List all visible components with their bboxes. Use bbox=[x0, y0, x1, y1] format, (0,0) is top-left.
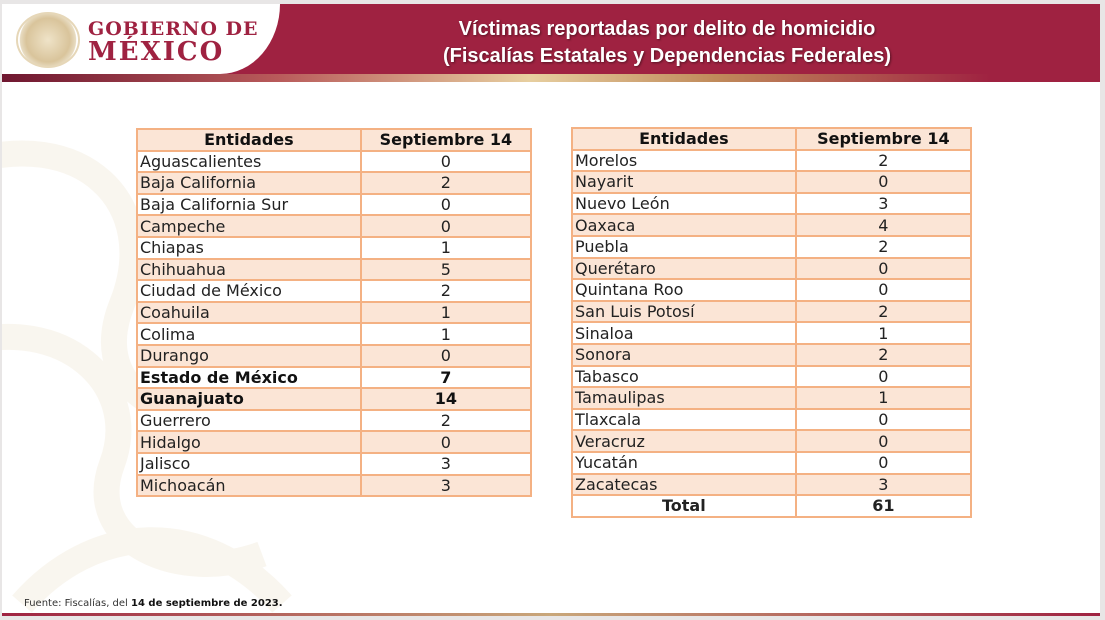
slide bbox=[2, 4, 1100, 616]
column-header-entities: Entidades bbox=[572, 128, 796, 150]
victim-count: 0 bbox=[361, 345, 531, 367]
table-row bbox=[572, 474, 971, 496]
table-row bbox=[572, 258, 971, 280]
entity-name: Chihuahua bbox=[137, 259, 361, 281]
table-row bbox=[137, 215, 531, 237]
table-row bbox=[572, 430, 971, 452]
entity-name: Nayarit bbox=[572, 171, 796, 193]
table-row bbox=[137, 431, 531, 453]
table-row bbox=[137, 410, 531, 432]
table-row bbox=[572, 301, 971, 323]
entity-name: Querétaro bbox=[572, 258, 796, 280]
table-row bbox=[137, 453, 531, 475]
entity-name: Tamaulipas bbox=[572, 387, 796, 409]
total-value: 61 bbox=[796, 495, 971, 517]
victim-count: 3 bbox=[796, 474, 971, 496]
table-row bbox=[137, 302, 531, 324]
source-prefix: Fuente: Fiscalías, del bbox=[24, 598, 132, 609]
entity-name: Yucatán bbox=[572, 452, 796, 474]
header-gold-stripe bbox=[2, 74, 1100, 82]
table-row bbox=[572, 409, 971, 431]
table-row bbox=[137, 388, 531, 410]
entity-name: Jalisco bbox=[137, 453, 361, 475]
entity-name: Zacatecas bbox=[572, 474, 796, 496]
title-line2: (Fiscalías Estatales y Dependencias Federales) bbox=[443, 45, 891, 67]
victim-count: 0 bbox=[796, 366, 971, 388]
column-header-entities: Entidades bbox=[137, 129, 361, 151]
title-line1: Víctimas reportadas por delito de homicidio bbox=[458, 18, 876, 40]
entity-name: Morelos bbox=[572, 150, 796, 172]
entity-name: Hidalgo bbox=[137, 431, 361, 453]
victim-count: 3 bbox=[361, 475, 531, 497]
victim-count: 1 bbox=[361, 302, 531, 324]
table-row bbox=[572, 322, 971, 344]
victim-count: 2 bbox=[796, 236, 971, 258]
table-header-row bbox=[137, 129, 531, 151]
victim-count: 1 bbox=[361, 237, 531, 259]
table-row bbox=[572, 387, 971, 409]
victim-count: 2 bbox=[361, 280, 531, 302]
entity-name: Sinaloa bbox=[572, 322, 796, 344]
victim-count: 2 bbox=[796, 150, 971, 172]
table-row bbox=[137, 345, 531, 367]
table-row bbox=[572, 236, 971, 258]
table-row bbox=[137, 280, 531, 302]
column-header-date: Septiembre 14 bbox=[361, 129, 531, 151]
national-seal-icon bbox=[16, 12, 80, 68]
victim-count: 2 bbox=[361, 410, 531, 432]
total-label: Total bbox=[572, 495, 796, 517]
victim-count: 2 bbox=[796, 344, 971, 366]
entity-name: Veracruz bbox=[572, 430, 796, 452]
entity-name: Puebla bbox=[572, 236, 796, 258]
entity-name: Oaxaca bbox=[572, 214, 796, 236]
table-row bbox=[572, 171, 971, 193]
source-date: 14 de septiembre de 2023. bbox=[131, 598, 283, 609]
entity-name: Sonora bbox=[572, 344, 796, 366]
government-logo bbox=[2, 4, 280, 74]
entity-name: Chiapas bbox=[137, 237, 361, 259]
victim-count: 0 bbox=[796, 258, 971, 280]
entity-name: Baja California Sur bbox=[137, 194, 361, 216]
victim-count: 0 bbox=[361, 431, 531, 453]
victim-count: 0 bbox=[796, 430, 971, 452]
logo-text-line1: GOBIERNO DE bbox=[88, 18, 259, 40]
entity-name: San Luis Potosí bbox=[572, 301, 796, 323]
table-row bbox=[137, 475, 531, 497]
table-row bbox=[137, 172, 531, 194]
entity-name: Coahuila bbox=[137, 302, 361, 324]
entity-name: Campeche bbox=[137, 215, 361, 237]
entity-name: Guerrero bbox=[137, 410, 361, 432]
table-row bbox=[137, 323, 531, 345]
footer-bar bbox=[2, 613, 1100, 616]
victim-count: 0 bbox=[361, 215, 531, 237]
table-row bbox=[572, 193, 971, 215]
entity-name: Guanajuato bbox=[137, 388, 361, 410]
table-row bbox=[137, 259, 531, 281]
victim-count: 0 bbox=[361, 194, 531, 216]
entity-name: Michoacán bbox=[137, 475, 361, 497]
entity-name: Nuevo León bbox=[572, 193, 796, 215]
total-row bbox=[572, 495, 971, 517]
victim-count: 3 bbox=[796, 193, 971, 215]
entity-name: Ciudad de México bbox=[137, 280, 361, 302]
logo-text-line2: MÉXICO bbox=[88, 37, 225, 67]
table-row bbox=[572, 214, 971, 236]
entity-name: Estado de México bbox=[137, 367, 361, 389]
victim-count: 1 bbox=[361, 323, 531, 345]
victim-count: 0 bbox=[796, 452, 971, 474]
entity-name: Colima bbox=[137, 323, 361, 345]
table-row bbox=[572, 452, 971, 474]
page-title bbox=[302, 16, 1032, 70]
column-header-date: Septiembre 14 bbox=[796, 128, 971, 150]
victim-count: 1 bbox=[796, 387, 971, 409]
entity-name: Aguascalientes bbox=[137, 151, 361, 173]
victim-count: 1 bbox=[796, 322, 971, 344]
table-row bbox=[572, 150, 971, 172]
victim-count: 4 bbox=[796, 214, 971, 236]
victim-count: 2 bbox=[361, 172, 531, 194]
source-note bbox=[24, 598, 283, 609]
victim-count: 0 bbox=[796, 279, 971, 301]
table-row bbox=[572, 366, 971, 388]
victim-count: 2 bbox=[796, 301, 971, 323]
left-entities-table bbox=[136, 128, 532, 497]
table-row bbox=[137, 151, 531, 173]
victim-count: 5 bbox=[361, 259, 531, 281]
victim-count: 7 bbox=[361, 367, 531, 389]
victim-count: 3 bbox=[361, 453, 531, 475]
table-row bbox=[572, 344, 971, 366]
table-row bbox=[137, 194, 531, 216]
table-row bbox=[137, 237, 531, 259]
right-entities-table bbox=[571, 127, 972, 518]
victim-count: 14 bbox=[361, 388, 531, 410]
entity-name: Tlaxcala bbox=[572, 409, 796, 431]
victim-count: 0 bbox=[796, 171, 971, 193]
victim-count: 0 bbox=[796, 409, 971, 431]
table-row bbox=[572, 279, 971, 301]
entity-name: Durango bbox=[137, 345, 361, 367]
entity-name: Baja California bbox=[137, 172, 361, 194]
table-row bbox=[137, 367, 531, 389]
entity-name: Tabasco bbox=[572, 366, 796, 388]
victim-count: 0 bbox=[361, 151, 531, 173]
entity-name: Quintana Roo bbox=[572, 279, 796, 301]
table-header-row bbox=[572, 128, 971, 150]
